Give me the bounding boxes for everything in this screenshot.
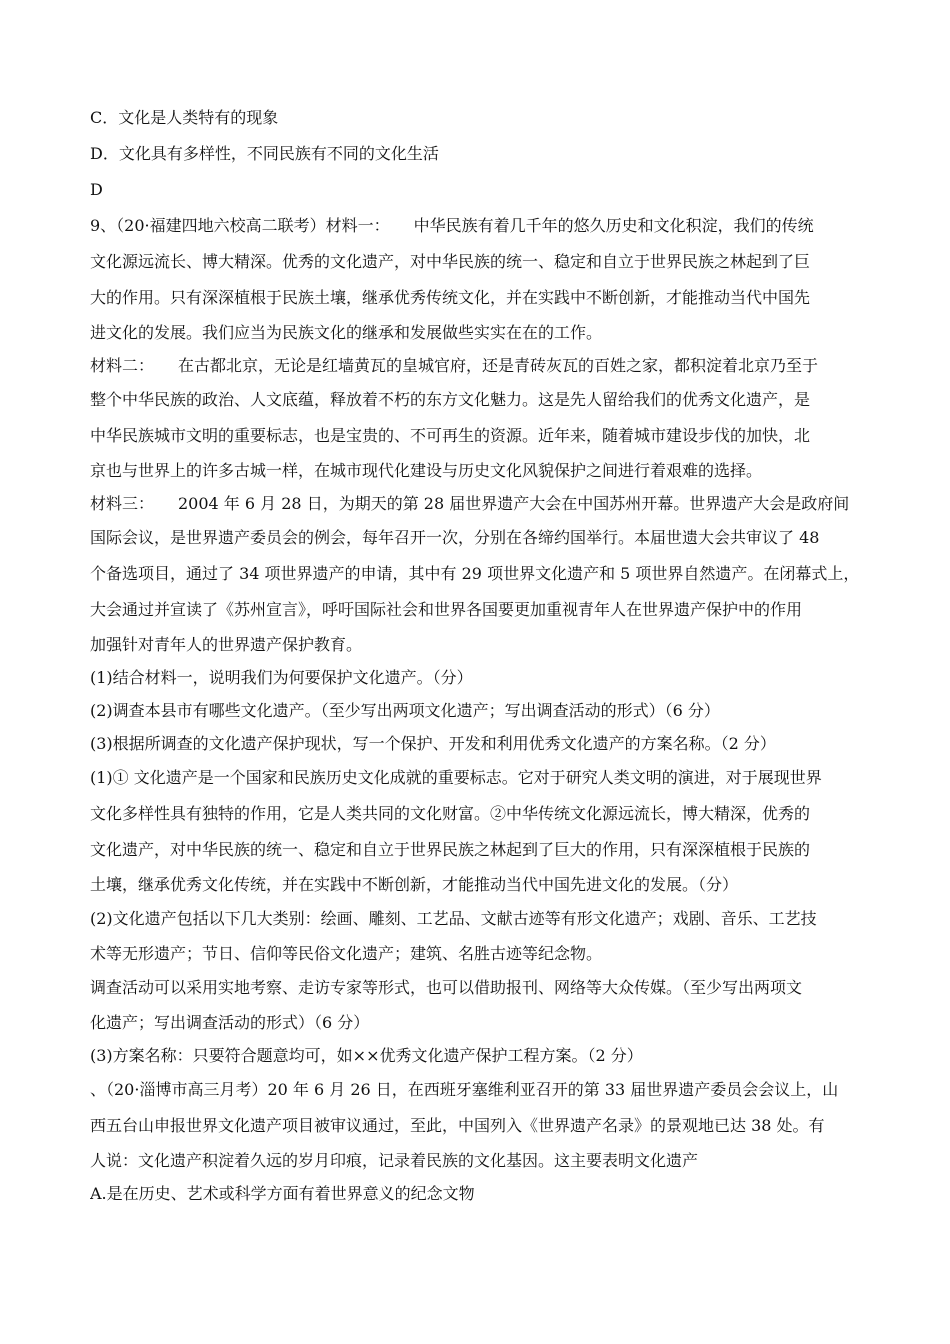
material-3-line: 大会通过并宣读了《苏州宣言》，呼吁国际社会和世界各国要更加重视青年人在世界遗产保护中的作用 (90, 600, 803, 619)
answer-part-2-line: 术等无形遗产；节日、信仰等民俗文化遗产；建筑、名胜古迹等纪念物。 (90, 944, 603, 963)
answer-part-2-line: 化遗产；写出调查活动的形式）（6 分） (90, 1013, 370, 1032)
question-10-line: 、（20·淄博市高三月考）20 年 6 月 26 日，在西班牙塞维利亚召开的第 33 届世界遗产委员会会议上，山 (90, 1080, 839, 1099)
document-body (90, 100, 870, 1210)
option-d: D．文化具有多样性，不同民族有不同的文化生活 (90, 144, 439, 163)
material-1-line: 进文化的发展。我们应当为民族文化的继承和发展做些实实在在的工作。 (90, 323, 603, 342)
question-9-material-1-line: 9、（20·福建四地六校高二联考）材料一： 中华民族有着几千年的悠久历史和文化积淀，我们的传统 (90, 216, 814, 235)
answer-part-1-line: 文化遗产，对中华民族的统一、稳定和自立于世界民族之林起到了巨大的作用，只有深深植根于民族的 (90, 840, 811, 859)
material-1-line: 文化源远流长、博大精深。优秀的文化遗产，对中华民族的统一、稳定和自立于世界民族之林起到了巨 (90, 252, 811, 271)
answer-part-1-line: 土壤，继承优秀文化传统，并在实践中不断创新，才能推动当代中国先进文化的发展。（分） (90, 875, 739, 894)
answer-part-2-line: 调查活动可以采用实地考察、走访专家等形式，也可以借助报刊、网络等大众传媒。（至少写出两项文 (90, 978, 803, 997)
answer-line: D (90, 180, 103, 199)
material-2-line: 中华民族城市文明的重要标志，也是宝贵的、不可再生的资源。近年来，随着城市建设步伐的加快，北 (90, 426, 811, 445)
material-2-line: 京也与世界上的许多古城一样，在城市现代化建设与历史文化风貌保护之间进行着艰难的选择。 (90, 461, 763, 480)
answer-part-3: (3)方案名称：只要符合题意均可，如××优秀文化遗产保护工程方案。（2 分） (90, 1046, 643, 1065)
material-3-line: 个备选项目，通过了 34 项世界遗产的申请，其中有 29 项世界文化遗产和 5 项世界自然遗产。在闭幕式上， (90, 564, 860, 583)
option-c: C．文化是人类特有的现象 (90, 108, 279, 127)
question-10-line: 西五台山申报世界文化遗产项目被审议通过，至此，中国列入《世界遗产名录》的景观地已达 38 处。有 (90, 1116, 825, 1135)
question-part-3: (3)根据所调查的文化遗产保护现状，写一个保护、开发和利用优秀文化遗产的方案名称。（2 分） (90, 734, 776, 753)
answer-part-1-line: 文化多样性具有独特的作用，它是人类共同的文化财富。②中华传统文化源远流长，博大精深，优秀的 (90, 804, 811, 823)
option-a: A.是在历史、艺术或科学方面有着世界意义的纪念文物 (90, 1184, 475, 1203)
material-2-line: 材料二： 在古都北京，无论是红墙黄瓦的皇城官府，还是青砖灰瓦的百姓之家，都积淀着北京乃至于 (90, 356, 819, 375)
answer-part-2-line: (2)文化遗产包括以下几大类别：绘画、雕刻、工艺品、文献古迹等有形文化遗产；戏剧、音乐、工艺技 (90, 909, 817, 928)
question-10-line: 人说：文化遗产积淀着久远的岁月印痕，记录着民族的文化基因。这主要表明文化遗产 (90, 1151, 699, 1170)
material-3-line: 加强针对青年人的世界遗产保护教育。 (90, 635, 363, 654)
answer-part-1-line: (1)① 文化遗产是一个国家和民族历史文化成就的重要标志。它对于研究人类文明的演进，对于展现世界 (90, 768, 822, 787)
question-part-1: (1)结合材料一，说明我们为何要保护文化遗产。（分） (90, 668, 473, 687)
material-2-line: 整个中华民族的政治、人文底蕴，释放着不朽的东方文化魅力。这是先人留给我们的优秀文化遗产，是 (90, 390, 811, 409)
material-1-line: 大的作用。只有深深植根于民族土壤，继承优秀传统文化，并在实践中不断创新，才能推动当代中国先 (90, 288, 811, 307)
material-3-line: 材料三： 2004 年 6 月 28 日，为期天的第 28 届世界遗产大会在中国苏州开幕。世界遗产大会是政府间 (90, 494, 850, 513)
material-3-line: 国际会议，是世界遗产委员会的例会，每年召开一次，分别在各缔约国举行。本届世遗大会共审议了 48 (90, 528, 820, 547)
question-part-2: (2)调查本县市有哪些文化遗产。（至少写出两项文化遗产；写出调查活动的形式）（6 分） (90, 701, 720, 720)
